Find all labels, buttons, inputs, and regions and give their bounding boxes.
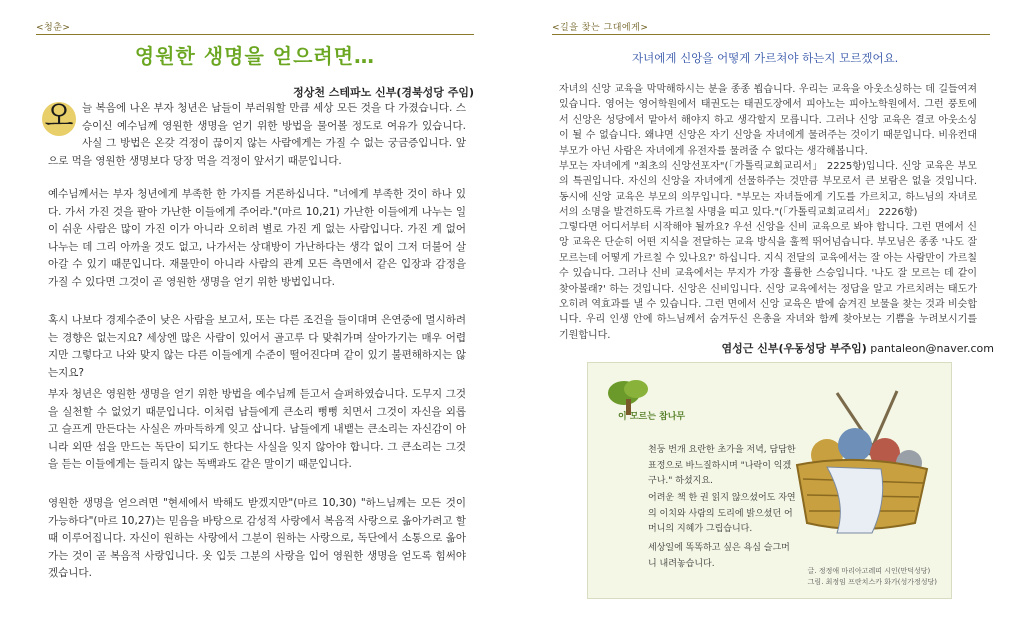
right-header-label: <길을 찾는 그대에게>: [552, 23, 649, 33]
dropcap-letter: 오: [42, 102, 76, 136]
left-header-label: <청춘>: [36, 23, 71, 33]
paragraph-5: 영원한 생명을 얻으려면 "현세에서 박해도 받겠지만"(마르 10,30) "하느님께는 모든 것이 가능하다"(마르 10,27)는 믿음을 바탕으로 감성적 사랑에서 복음적 사랑으로 옮아가려고 할 때 이루어집니다. 자신이 원하는 사랑에서 그분이 원하는 사랑으로, 독단에서 소통으로 옮아가는 것이 곧 복음적 사랑입니다. 옷 입듯 그분의 사랑을 입어 영원한 생명을 얻도록 힘써야겠습니다.: [48, 497, 466, 580]
poem-stanza-2: 어려운 책 한 권 읽지 않으셨어도 자연의 이치와 사람의 도리에 밝으셨던 어머니의 지혜가 그립습니다.: [648, 493, 796, 534]
paragraph-2: 예수님께서는 부자 청년에게 부족한 한 가지를 거론하십니다. "너에게 부족한 것이 하나 있다. 가서 가진 것을 팔아 가난한 이들에게 주어라."(마르 10,21) 가난한 이들에게 나누는 일이 쉬운 사람은 많이 가진 이가 아니라 오히려 별로 가진 게 없는 사람입니다. 가진 게 없어 나누는 데 그리 아까울 것도 없고, 나가서는 상대방이 가난하다는 생각 없이 그저 더불어 살아갈 수 있기 때문입니다. 재물만이 아니라 사람의 관계 모든 측면에서 같은 입장과 감정을 가질 수 있다면 그것이 곧 영원한 생명을 얻기 위한 방법입니다.: [48, 188, 466, 288]
poem-stanza-1: 천둥 번개 요란한 초가을 저녁, 담담한 표정으로 바느질하시며 "나락이 익겠구나." 하셨지요.: [648, 445, 796, 486]
signature-email: pantaleon@naver.com: [866, 342, 994, 355]
answer-paragraph-1: 자녀의 신앙 교육을 막막해하시는 분을 종종 뵙습니다. 우리는 교육을 아웃소싱하는 데 길들여져 있습니다. 영어는 영어학원에서 태권도는 태권도장에서 피아노는 피아노학원에서. 그런 풍토에서 신앙은 성당에서 맡아서 해야지 하고 생각할지 모릅니다. 그러나 신앙 교육은 결코 아웃소싱이 될 수 없습니다. 왜냐면 신앙은 자기 신앙을 자녀에게 물려주는 것이기 때문입니다. 비유컨대 부모가 아닌 사람은 자녀에게 유전자를 물려줄 수 없다는 생각해봅니다.: [559, 84, 977, 157]
credit-line-1: 글. 정정애 마리아고레띠 시인(만덕성당): [807, 567, 931, 575]
illustration-credit: [808, 566, 937, 588]
paragraph-4: 부자 청년은 영원한 생명을 얻기 위한 방법을 예수님께 듣고서 슬퍼하였습니다. 도무지 그것을 실천할 수 없었기 때문입니다. 이처럼 남들에게 큰소리 뻥뻥 치면서 그것이 자신을 외롭고 슬프게 만든다는 사실은 까마득하게 잊고 삽니다. 남들에게 내뱉는 큰소리는 자신감이 아니라 외딴 섬을 만드는 독단이 되기도 한다는 사실을 잊지 않아야 합니다. 그 큰소리는 그것을 듣는 이들에게는 들리지 않는 독백과도 같은 말이기 때문입니다.: [48, 388, 466, 471]
answer-signature: [722, 340, 995, 356]
credit-line-2: 그림. 최정임 프란치스카 화가(성가정성당): [807, 578, 937, 586]
illustration-logo-text: 이 모르는 참나무: [618, 412, 686, 422]
paragraph-1: [44, 99, 466, 170]
article-title: 영원한 생명을 얻으려면…: [134, 44, 376, 68]
paragraph-3: 혹시 나보다 경제수준이 낮은 사람을 보고서, 또는 다른 조건을 들이대며 은연중에 멸시하려는 경향은 없는지요? 세상엔 많은 사람이 있어서 골고루 다 맞춰가며 살아가기는 매우 어렵지만 그렇다고 나와 맞지 않는 다른 이들에게 수준이 떨어진다며 같이 있기 불편해하지는 않는지요?: [48, 314, 466, 379]
paragraph-1-text: 늘 복음에 나온 부자 청년은 남들이 부러워할 만큼 세상 모든 것을 다 가졌습니다. 스승이신 예수님께 영원한 생명을 얻기 위한 방법을 물어볼 정도로 여유가 있습니다. 사실 그 방법은 온갖 걱정이 끊이지 않는 사람에게는 가질 수 없는 궁금증입니다. 앞으로 먹을 영원한 생명보다 당장 먹을 걱정이 앞서기 때문입니다.: [48, 102, 466, 167]
left-header: [36, 20, 474, 35]
poem-illustration: [587, 362, 952, 599]
qa-question-title: 자녀에게 신앙을 어떻게 가르쳐야 하는지 모르겠어요.: [632, 51, 899, 65]
right-header: [552, 20, 990, 35]
poem-stanza-3: 세상일에 똑똑하고 싶은 욕심 슬그머니 내려놓습니다.: [648, 543, 790, 569]
signature-name: 염성근 신부(우동성당 부주임): [721, 342, 867, 355]
article-byline: 정상천 스테파노 신부(경북성당 주임): [293, 86, 474, 99]
knitting-basket-icon: [777, 383, 937, 543]
answer-paragraph-2: 부모는 자녀에게 "최초의 신앙선포자"(「가톨릭교회교리서」 2225항)입니다. 신앙 교육은 부모의 특권입니다. 자신의 신앙을 자녀에게 선물하주는 것만큼 부모로서 큰 보람은 없을 것입니다. 동시에 신앙 교육은 부모의 의무입니다. "부모는 자녀들에게 기도를 가르치고, 하느님의 자녀로서의 소명을 발견하도록 가르칠 사명을 띠고 있다."(「가톨릭교회교리서」 2226항): [559, 161, 977, 219]
right-page: [512, 0, 1024, 621]
answer-paragraph-3: 그렇다면 어디서부터 시작해야 될까요? 우선 신앙을 신비 교육으로 봐야 합니다. 그런 면에서 신앙 교육은 단순히 어떤 지식을 전달하는 교육 방식을 훌쩍 뛰어넘습니다. 부모님은 종종 '나도 잘 모르는데 어떻게 가르칠 수 있나요?' 하십니다. 지식 전달의 교육에서는 잘 아는 사람만이 가르칠 수 있습니다. 그러나 신비 교육에서는 무지가 가장 훌륭한 스승입니다. '나도 잘 모르는 데 같이 찾아볼래?' 하는 것입니다. 신앙은 신비입니다. 신앙 교육에서는 정답을 알고 가르치려는 태도가 오히려 역효과를 낼 수 있습니다. 그런 면에서 신앙 교육은 밭에 숨겨진 보물을 찾는 것과 비슷합니다. 우리 인생 안에 하느님께서 숨겨두신 은총을 자녀와 함께 찾아보는 기쁨을 누려보시기를 기원합니다.: [559, 222, 977, 341]
